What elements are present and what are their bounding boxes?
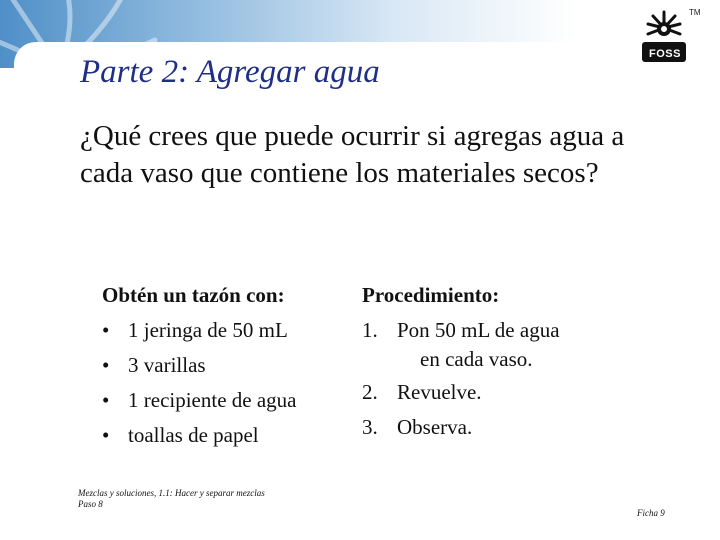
materials-heading: Obtén un tazón con: bbox=[102, 283, 285, 307]
footer-line: Paso 8 bbox=[78, 499, 103, 509]
bullet-glyph: • bbox=[102, 318, 110, 342]
bullet-glyph: • bbox=[102, 423, 110, 447]
page-title: Parte 2: Agregar agua bbox=[80, 54, 380, 90]
step-number: 1. bbox=[362, 318, 378, 342]
question-text: ¿Qué crees que puede ocurrir si agregas agua a cada vaso que contiene los materiales secos? bbox=[80, 120, 625, 189]
material-item: 1 recipiente de agua bbox=[128, 388, 297, 412]
step-number: 2. bbox=[362, 380, 378, 404]
step-text-cont: en cada vaso. bbox=[420, 347, 533, 371]
material-item: 3 varillas bbox=[128, 353, 206, 377]
list-item bbox=[102, 313, 342, 348]
footer-line: Mezclas y soluciones, 1.1: Hacer y separar mezclas bbox=[78, 488, 265, 498]
step-text: Observa. bbox=[397, 415, 473, 439]
bullet-glyph: • bbox=[102, 388, 110, 412]
trademark-mark: TM bbox=[689, 8, 701, 17]
list-item bbox=[102, 383, 342, 418]
page-reference: Ficha 9 bbox=[637, 508, 665, 518]
step-text: Pon 50 mL de agua bbox=[397, 318, 560, 342]
list-item bbox=[102, 348, 342, 383]
bullet-glyph: • bbox=[102, 353, 110, 377]
materials-list bbox=[102, 278, 342, 453]
procedure-step bbox=[362, 375, 662, 410]
footer-source bbox=[78, 488, 265, 510]
step-text: Revuelve. bbox=[397, 380, 482, 404]
material-item: toallas de papel bbox=[128, 423, 259, 447]
procedure-heading: Procedimiento: bbox=[362, 283, 500, 307]
material-item: 1 jeringa de 50 mL bbox=[128, 318, 288, 342]
logo-text: FOSS bbox=[649, 48, 681, 60]
step-number: 3. bbox=[362, 415, 378, 439]
procedure-list bbox=[362, 278, 662, 445]
procedure-step bbox=[362, 410, 662, 445]
step-continuation bbox=[362, 342, 662, 377]
list-item bbox=[102, 418, 342, 453]
